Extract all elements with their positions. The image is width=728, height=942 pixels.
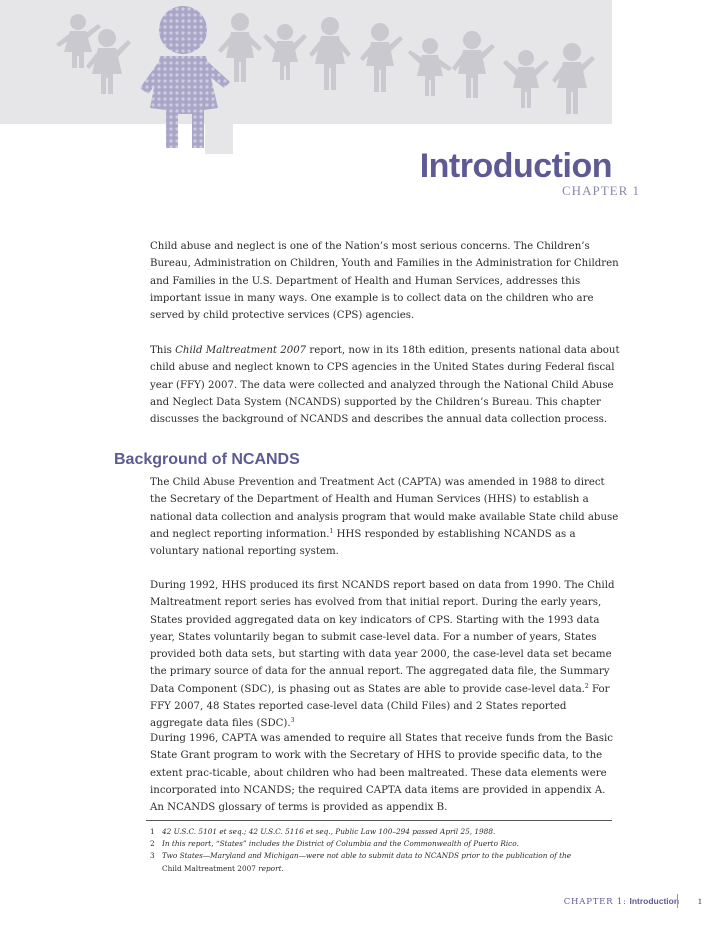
- footnote-number: 1: [150, 827, 155, 836]
- child-figure-7: [360, 23, 403, 92]
- footer-chapter-label: CHAPTER 1:: [563, 897, 627, 907]
- footnote-1: [150, 826, 620, 839]
- child-figure-main: [140, 6, 230, 148]
- children-silhouettes-illustration: [0, 0, 612, 160]
- footnote-2: [150, 838, 620, 851]
- intro-paragraph-2: [150, 342, 620, 428]
- page-title: Introduction: [419, 147, 612, 185]
- child-figure-10: [503, 50, 549, 108]
- page-number: 1: [697, 896, 702, 906]
- footnote-text: In this report, “States” includes the District of Columbia and the Commonwealth of Puerto Rico.: [162, 839, 519, 848]
- footnote-number: 3: [150, 851, 155, 860]
- section-p3-text: During 1996, CAPTA was amended to require all States that receive funds from the Basic State Grant program to work with the Secretary of HHS to provide specific data, to the extent prac-ticable, about children who had been maltreated. These data elements were incorporated into NCANDS; the required CAPTA data items are provided in appendix A. An NCANDS glossary of terms is provided as appendix B.: [150, 733, 613, 814]
- section-p1-text-a: The Child Abuse Prevention and Treatment Act (CAPTA) was amended in 1988 to direct the Secretary of the Department of Health and Human Services (HHS) to establish a national data collection and analysis program that would make available State child abuse and neglect reporting information.: [150, 477, 619, 540]
- footer-separator: [677, 894, 678, 908]
- report-title-italic: Child Maltreatment 2007: [175, 345, 307, 356]
- section-p2-text-b: For FFY 2007, 48 States reported case-level data (Child Files) and 2 States reported aggregate data files (SDC).: [150, 683, 610, 730]
- footer-chapter-title: Introduction: [629, 896, 680, 906]
- footnote-number: 2: [150, 839, 155, 848]
- footnote-ref-1[interactable]: 1: [329, 527, 334, 535]
- section-p2-text-a: During 1992, HHS produced its first NCANDS report based on data from 1990. The Child Maltreatment report series has evolved from that initial report. During the early years, States provided aggregated data on key indicators of CPS. Starting with the 1993 data year, States voluntarily began to submit case-level data. For a number of years, States provided both data sets, but starting with data year 2000, the case-level data set became the primary source of data for the annual report. The aggregated data file, the Summary Data Component (SDC), is phasing out as States are able to provide case-level data.: [150, 580, 615, 695]
- intro-p2-text-a: This: [150, 345, 176, 356]
- page-footer: [564, 896, 702, 907]
- section-heading: Background of NCANDS: [114, 451, 300, 468]
- intro-paragraph-1-text: Child abuse and neglect is one of the Nation’s most serious concerns. The Children’s Bureau, Administration on Children, Youth and Families in the Administration for Children and Families in the U.S. Department of Health and Human Services, addresses this important issue in many ways. One example is to collect data on the children who are served by child protective services (CPS) agencies.: [150, 241, 619, 322]
- child-figure-5: [263, 24, 307, 80]
- section-p1-text-b: HHS responded by establishing NCANDS as a voluntary national reporting system.: [150, 528, 576, 558]
- chapter-label: CHAPTER 1: [562, 183, 640, 198]
- intro-p2-text-b: report, now in its 18th edition, presents national data about child abuse and neglect known to CPS agencies in the United States during Federal fiscal year (FFY) 2007. The data were collected and analyzed through the National Child Abuse and Neglect Data System (NCANDS) supported by the Children’s Bureau. This chapter discusses the background of NCANDS and describes the annual data collection process.: [150, 345, 620, 426]
- footnote-ref-2[interactable]: 2: [584, 682, 589, 690]
- footnote-report-title: Child Maltreatment 2007: [162, 863, 256, 873]
- footnote-text-end: report.: [255, 863, 284, 873]
- footnote-ref-3[interactable]: 3: [290, 717, 295, 725]
- section-paragraph-3: [150, 730, 620, 816]
- child-figure-6: [309, 17, 351, 90]
- child-figure-4: [218, 13, 262, 82]
- footnote-text: Two States—Maryland and Michigan—were not able to submit data to NCANDS prior to the publication of the: [162, 851, 572, 860]
- child-figure-2: [86, 29, 131, 94]
- child-figure-9: [452, 31, 495, 98]
- footnote-divider: [146, 820, 612, 821]
- section-paragraph-2: [150, 577, 620, 733]
- child-figure-8: [408, 38, 452, 96]
- footnote-text: 42 U.S.C. 5101 et seq.; 42 U.S.C. 5116 et seq., Public Law 100–294 passed April 25, 1988.: [162, 827, 496, 836]
- section-paragraph-1: [150, 474, 620, 560]
- footnote-3: [150, 850, 620, 875]
- intro-paragraph-1: [150, 238, 620, 324]
- child-figure-11: [552, 43, 595, 114]
